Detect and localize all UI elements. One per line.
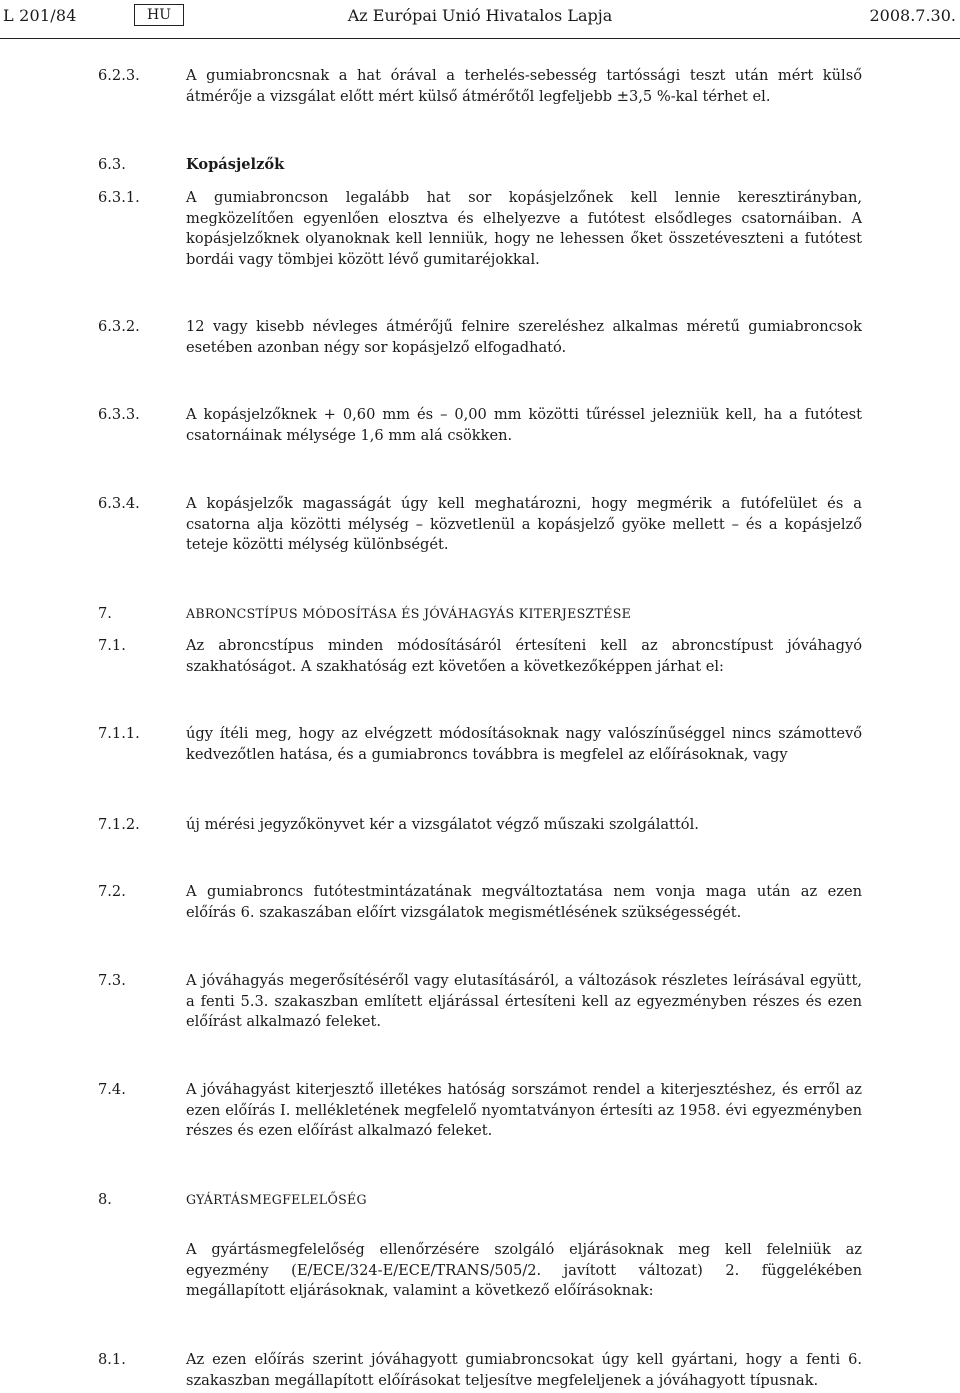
section-heading: ABRONCSTÍPUS MÓDOSÍTÁSA ÉS JÓVÁHAGYÁS KITERJESZTÉSE — [186, 606, 632, 621]
section-text: új mérési jegyzőkönyvet kér a vizsgálatot végző műszaki szolgálattól. — [186, 816, 699, 833]
section-number: 6.3.2. — [98, 318, 140, 335]
section-number: 6.3.1. — [98, 189, 140, 206]
section-number: 6.3.4. — [98, 495, 140, 512]
section-text: A gumiabroncson legalább hat sor kopásjelzőnek kell lennie keresztirányban, megközelítően egyenlően elosztva és elhelyezve a futótest elsődleges csatornáiban. A kopásjelzőknek olyanoknak kell lenniük, hogy ne lehessen őket összetéveszteni a futótest bordái vagy tömbjei között lévő gumitaréjokkal. — [186, 189, 862, 268]
section-number: 7.1.1. — [98, 725, 140, 742]
section-text: A gyártásmegfelelőség ellenőrzésére szolgáló eljárásoknak meg kell felelniük az egyezmény (E/ECE/324-E/ECE/TRANS/505/2. javított változat) 2. függelékében megállapított eljárásoknak, valamint a következő előírásoknak: — [186, 1241, 862, 1300]
section-text: A gumiabroncs futótestmintázatának megváltoztatása nem vonja maga után az ezen előírás 6. szakaszában előírt vizsgálatok megismétlésének szükségességét. — [186, 883, 862, 921]
section-number: 7.1. — [98, 637, 126, 654]
section-number: 7.3. — [98, 972, 126, 989]
section-text: A jóváhagyás megerősítéséről vagy elutasításáról, a változások részletes leírásával együtt, a fenti 5.3. szakaszban említett eljárással értesíteni kell az egyezményben részes és ezen előírást alkalmazó feleket. — [186, 972, 862, 1031]
journal-reference: L 201/84 — [3, 6, 77, 25]
publication-date: 2008.7.30. — [869, 6, 956, 25]
section-number: 6.2.3. — [98, 67, 140, 84]
section-number: 6.3. — [98, 156, 126, 173]
section-number: 6.3.3. — [98, 406, 140, 423]
section-number: 7. — [98, 605, 112, 622]
section-text: A gumiabroncsnak a hat órával a terhelés-sebesség tartóssági teszt után mért külső átmérője a vizsgálat előtt mért külső átmérőtől legfeljebb ±3,5 %-kal térhet el. — [186, 67, 862, 105]
section-number: 7.4. — [98, 1081, 126, 1098]
section-number: 8.1. — [98, 1351, 126, 1368]
journal-title: Az Európai Unió Hivatalos Lapja — [347, 6, 613, 25]
language-badge: HU — [134, 4, 184, 26]
section-text: Az ezen előírás szerint jóváhagyott gumiabroncsokat úgy kell gyártani, hogy a fenti 6. szakaszban megállapított előírásokat teljesítve megfeleljenek a jóváhagyott típusnak. — [186, 1351, 862, 1389]
section-text: A kopásjelzők magasságát úgy kell meghatározni, hogy megmérik a futófelület és a csatorna alja közötti mélység – közvetlenül a kopásjelző gyöke mellett – és a kopásjelző teteje közötti mélység különbségét. — [186, 495, 862, 554]
section-text: úgy ítéli meg, hogy az elvégzett módosításoknak nagy valószínűséggel nincs számottevő kedvezőtlen hatása, és a gumiabroncs továbbra is megfelel az előírásoknak, vagy — [186, 725, 862, 763]
header-rule — [0, 38, 960, 39]
section-text: Az abroncstípus minden módosításáról értesíteni kell az abroncstípust jóváhagyó szakhatóságot. A szakhatóság ezt követően a következőképpen járhat el: — [186, 637, 862, 675]
section-number: 7.1.2. — [98, 816, 140, 833]
page-header — [0, 4, 960, 28]
section-heading: GYÁRTÁSMEGFELELŐSÉG — [186, 1192, 367, 1207]
section-number: 8. — [98, 1191, 112, 1208]
section-number: 7.2. — [98, 883, 126, 900]
section-text: 12 vagy kisebb névleges átmérőjű felnire szereléshez alkalmas méretű gumiabroncsok esetében azonban négy sor kopásjelző elfogadható. — [186, 318, 862, 356]
section-heading: Kopásjelzők — [186, 156, 285, 173]
section-text: A jóváhagyást kiterjesztő illetékes hatóság sorszámot rendel a kiterjesztéshez, és erről az ezen előírás I. mellékletének megfelelő nyomtatványon értesíti az 1958. évi egyezményben részes és ezen előírást alkalmazó feleket. — [186, 1081, 862, 1140]
section-text: A kopásjelzőknek + 0,60 mm és – 0,00 mm közötti tűréssel jelezniük kell, ha a futótest csatornáinak mélysége 1,6 mm alá csökken. — [186, 406, 862, 444]
